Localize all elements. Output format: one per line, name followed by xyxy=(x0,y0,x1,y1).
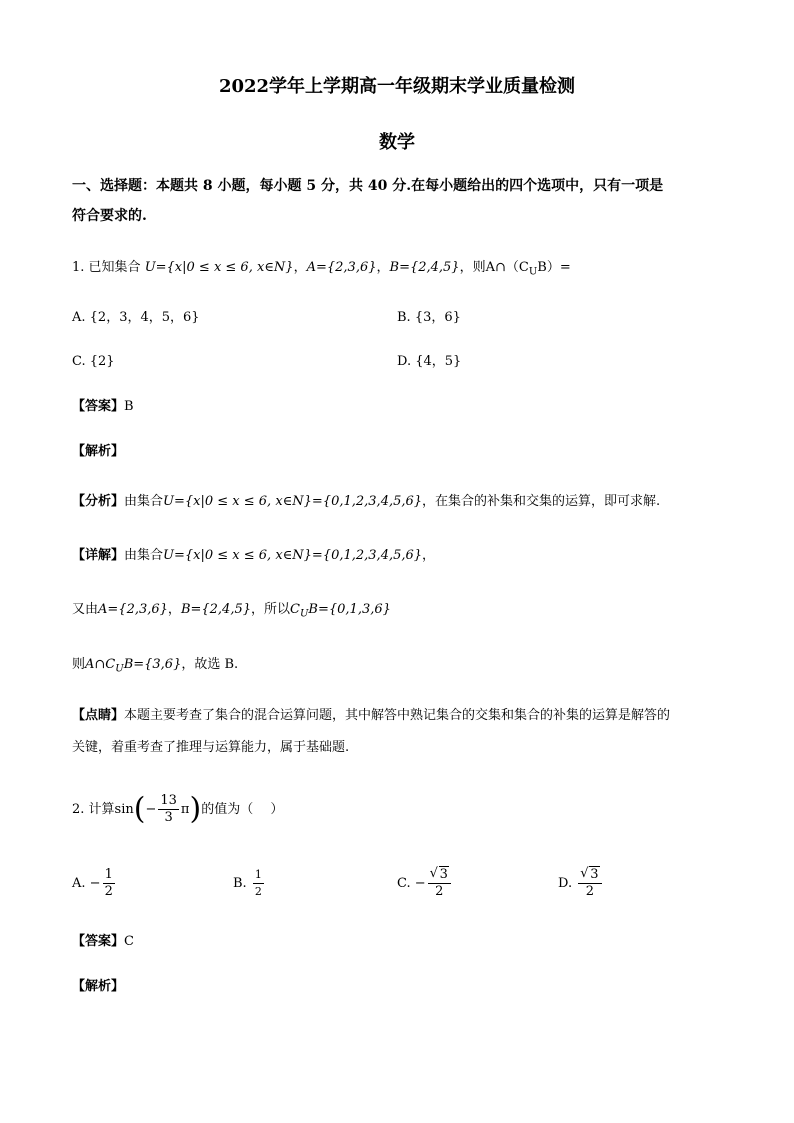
q1-ask: ，则A∩（ xyxy=(459,260,519,275)
q2-c-den: 2 xyxy=(435,884,444,899)
q1-analysis-label: 【解析】 xyxy=(72,444,125,459)
q1-xiangjie-pre: 由集合 xyxy=(124,548,164,563)
q2-a-sign: − xyxy=(89,876,101,891)
q1-fenxi-math: U={x|0 ≤ x ≤ 6, x∈N}={0,1,2,3,4,5,6} xyxy=(163,494,423,509)
q1-ze-math: A∩C xyxy=(85,657,116,672)
q2-d-sqrt xyxy=(580,867,599,883)
q2-rparen: ) xyxy=(189,791,202,827)
q2-answer-tag: 【答案】 xyxy=(72,934,125,949)
q1-dianjing-text1: 本题主要考查了集合的混合运算问题，其中解答中熟记集合的交集和集合的补集的运算是解答的 xyxy=(124,708,671,723)
q1-dianjing-2: 关键，着重考查了推理与运算能力，属于基础题. xyxy=(72,740,350,755)
q1-U-def: U={x|0 ≤ x ≤ 6, x∈N} xyxy=(144,260,294,275)
q1-ze-pre: 则 xyxy=(72,657,86,672)
q1-you-math2: B={0,1,3,6} xyxy=(308,602,391,617)
q2-minus: − xyxy=(145,802,157,817)
q1-option-c: C. {2} xyxy=(72,354,115,369)
q2-c-sqrt xyxy=(430,867,449,883)
q2-suffix: 的值为（ ） xyxy=(201,802,284,817)
q2-option-a xyxy=(72,866,117,902)
q1-sep2: ， xyxy=(376,260,390,275)
q2-c-label: C. xyxy=(397,876,411,891)
q2-b-num: 1 xyxy=(253,867,264,884)
q2-d-num xyxy=(578,867,601,884)
page-title: 2022学年上学期高一年级期末学业质量检测 xyxy=(218,76,576,97)
q1-you-math: C xyxy=(290,602,300,617)
subject-title: 数学 xyxy=(379,132,415,153)
q2-d-den: 2 xyxy=(585,884,595,899)
q1-answer-value: B xyxy=(124,399,134,414)
q1-stem xyxy=(72,258,571,283)
q2-b-label: B. xyxy=(233,876,247,891)
q2-fraction xyxy=(158,793,179,826)
q2-d-rad: 3 xyxy=(590,867,599,882)
q1-dianjing-tag: 【点睛】 xyxy=(72,708,125,723)
q2-answer-value: C xyxy=(124,934,134,949)
q2-d-label: D. xyxy=(558,876,573,891)
q1-line-ze xyxy=(72,655,238,680)
q1-xiangjie-post: ， xyxy=(422,548,436,563)
q2-sin: sin xyxy=(114,802,134,817)
q1-answer-tag: 【答案】 xyxy=(72,399,125,414)
q2-c-rad: 3 xyxy=(439,867,448,882)
q1-fenxi xyxy=(72,492,660,512)
q2-pi: π xyxy=(180,802,190,817)
q1-line-you xyxy=(72,600,391,625)
q2-analysis-label: 【解析】 xyxy=(72,979,125,994)
q2-answer xyxy=(72,932,134,952)
q1-ze-post: ，故选 B. xyxy=(181,657,239,672)
q1-B-def: B={2,4,5} xyxy=(389,260,460,275)
q1-you-A: A={2,3,6} xyxy=(98,602,168,617)
q1-prefix: 1. 已知集合 xyxy=(72,260,141,275)
q2-b-den: 2 xyxy=(254,885,262,898)
section-heading-line2: 符合要求的. xyxy=(72,208,147,224)
q1-fenxi-post: ，在集合的补集和交集的运算，即可求解. xyxy=(422,494,661,509)
q2-num: 13 xyxy=(160,793,177,808)
q1-you-sep: ， xyxy=(167,602,181,617)
q2-den: 3 xyxy=(164,810,173,825)
q2-b-frac xyxy=(253,867,264,900)
q2-c-num xyxy=(428,867,451,884)
q2-option-c xyxy=(397,866,453,902)
q2-stem xyxy=(72,790,283,830)
q2-c-frac xyxy=(428,867,451,900)
q2-option-b xyxy=(233,866,266,902)
q1-dianjing-1 xyxy=(72,706,670,726)
q1-fenxi-pre: 由集合 xyxy=(124,494,164,509)
q2-prefix: 2. 计算 xyxy=(72,802,115,817)
q1-option-a: A. {2，3，4，5，6} xyxy=(72,310,200,325)
q1-comp-sub: U xyxy=(528,266,538,278)
q1-ze-math2: B={3,6} xyxy=(123,657,182,672)
q1-comp: C xyxy=(518,260,529,275)
q1-xiangjie-math: U={x|0 ≤ x ≤ 6, x∈N}={0,1,2,3,4,5,6} xyxy=(163,548,423,563)
q1-you-sub: U xyxy=(299,608,309,620)
q2-d-frac xyxy=(578,867,601,900)
q1-option-b: B. {3，6} xyxy=(397,310,461,325)
q2-option-d xyxy=(558,866,604,902)
q1-xiangjie xyxy=(72,546,435,566)
q2-lparen: ( xyxy=(133,791,146,827)
q2-a-frac xyxy=(103,867,115,900)
q1-you-mid: ，所以 xyxy=(251,602,291,617)
q1-option-d: D. {4，5} xyxy=(397,354,462,369)
q2-a-den: 2 xyxy=(104,884,113,899)
q1-fenxi-tag: 【分析】 xyxy=(72,494,125,509)
q2-a-num: 1 xyxy=(104,867,113,882)
q1-analysis-tag xyxy=(72,442,124,462)
q1-you-B: B={2,4,5} xyxy=(180,602,252,617)
q2-a-label: A. xyxy=(72,876,86,891)
q1-you-pre: 又由 xyxy=(72,602,99,617)
q1-A-def: A={2,3,6} xyxy=(306,260,377,275)
section-heading-line1: 一、选择题：本题共 8 小题，每小题 5 分，共 40 分.在每小题给出的四个选项中，只有一项是 xyxy=(72,178,664,194)
q1-sep1: ， xyxy=(293,260,307,275)
q1-xiangjie-tag: 【详解】 xyxy=(72,548,125,563)
q1-answer xyxy=(72,397,134,417)
q2-analysis-tag xyxy=(72,977,124,997)
q1-ask-end: B）= xyxy=(537,260,571,275)
q1-ze-sub: U xyxy=(115,663,124,675)
q2-c-sign: − xyxy=(414,876,426,891)
